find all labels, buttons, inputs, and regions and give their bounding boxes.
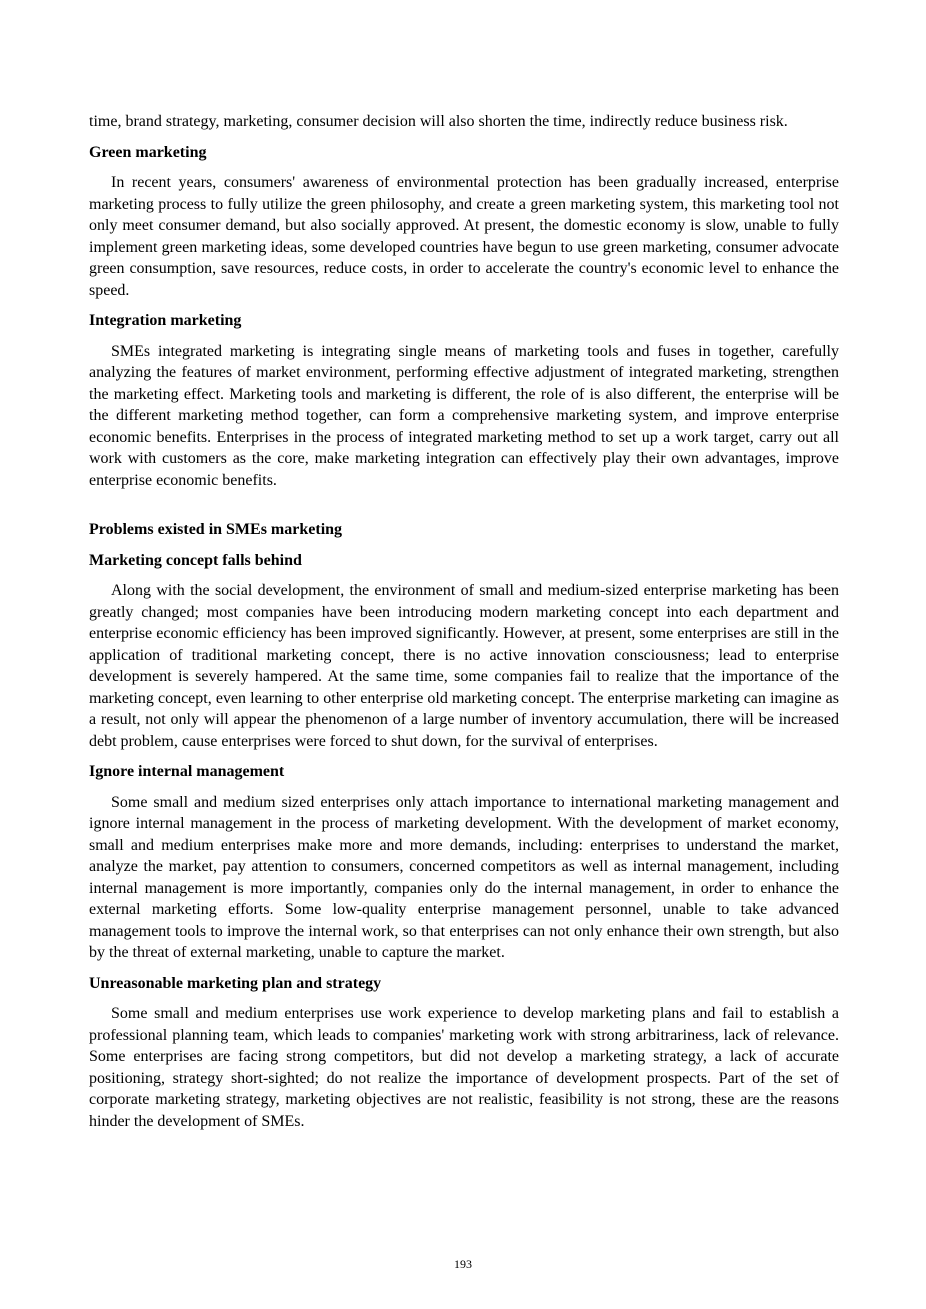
paragraph-marketing-concept: Along with the social development, the environment of small and medium-sized enterprise marketing has been greatly changed; most companies have been introducing modern marketing concept into each department and enterprise economic efficiency has been improved significantly. However, at present, some enterprises are still in the application of traditional marketing concept, there is no active innovation consciousness; lead to enterprise development is severely hampered. At the same time, some companies fail to realize that the importance of the marketing concept, even learning to other enterprise old marketing concept. The enterprise marketing can imagine as a result, not only will appear the phenomenon of a large number of inventory accumulation, there will be increased debt problem, cause enterprises were forced to shut down, for the survival of enterprises. [89,582,839,750]
paragraph-marketing-plan: Some small and medium enterprises use work experience to develop marketing plans and fail to establish a professional planning team, which leads to companies' marketing work with strong arbitrariness, lack of relevance. Some enterprises are facing strong competitors, but did not develop a marketing strategy, a lack of accurate positioning, strategy short-sighted; do not realize the importance of development prospects. Part of the set of corporate marketing strategy, marketing objectives are not realistic, feasibility is not strong, these are the reasons hinder the development of SMEs. [89,1005,839,1130]
heading-internal-management: Ignore internal management [89,763,285,780]
paragraph-continued: time, brand strategy, marketing, consumer decision will also shorten the time, indirectly reduce business risk. [89,113,788,130]
page-body [89,111,839,1132]
page-number: 193 [454,1257,472,1271]
heading-green-marketing: Green marketing [89,143,207,161]
paragraph-green-marketing: In recent years, consumers' awareness of environmental protection has been gradually increased, enterprise marketing process to fully utilize the green philosophy, and create a green marketing system, this marketing tool not only meet consumer demand, but also socially approved. At present, the domestic economy is slow, unable to fully implement green marketing ideas, some developed countries have begun to use green marketing, consumer advocate green consumption, save resources, reduce costs, in order to accelerate the country's economic level to enhance the speed. [89,174,839,299]
section-heading-problems: Problems existed in SMEs marketing [89,521,343,538]
paragraph-internal-management: Some small and medium sized enterprises only attach importance to international marketing management and ignore internal management in the process of marketing development. With the development of market economy, small and medium enterprises make more and more demands, including: enterprises to understand the market, analyze the market, pay attention to consumers, concerned competitors as well as internal management, including internal management is more importantly, companies only do the internal management, in order to enhance the external marketing efforts. Some low-quality enterprise management personnel, unable to take advanced management tools to improve the internal work, so that enterprises can not only enhance their own strength, but also by the threat of external marketing, unable to capture the market. [89,793,839,961]
paragraph-integration-marketing: SMEs integrated marketing is integrating single means of marketing tools and fuses in together, carefully analyzing the features of market environment, performing effective adjustment of integrated marketing, strengthen the marketing effect. Marketing tools and marketing is different, the role of is also different, the enterprise will be the different marketing method together, can form a comprehensive marketing system, and improve enterprise economic benefits. Enterprises in the process of integrated marketing method to set up a work target, carry out all work with customers as the core, make marketing integration can effectively play their own advantages, improve enterprise economic benefits. [89,342,839,489]
heading-marketing-concept: Marketing concept falls behind [89,551,302,569]
heading-marketing-plan: Unreasonable marketing plan and strategy [89,974,382,992]
heading-integration-marketing: Integration marketing [89,312,242,329]
